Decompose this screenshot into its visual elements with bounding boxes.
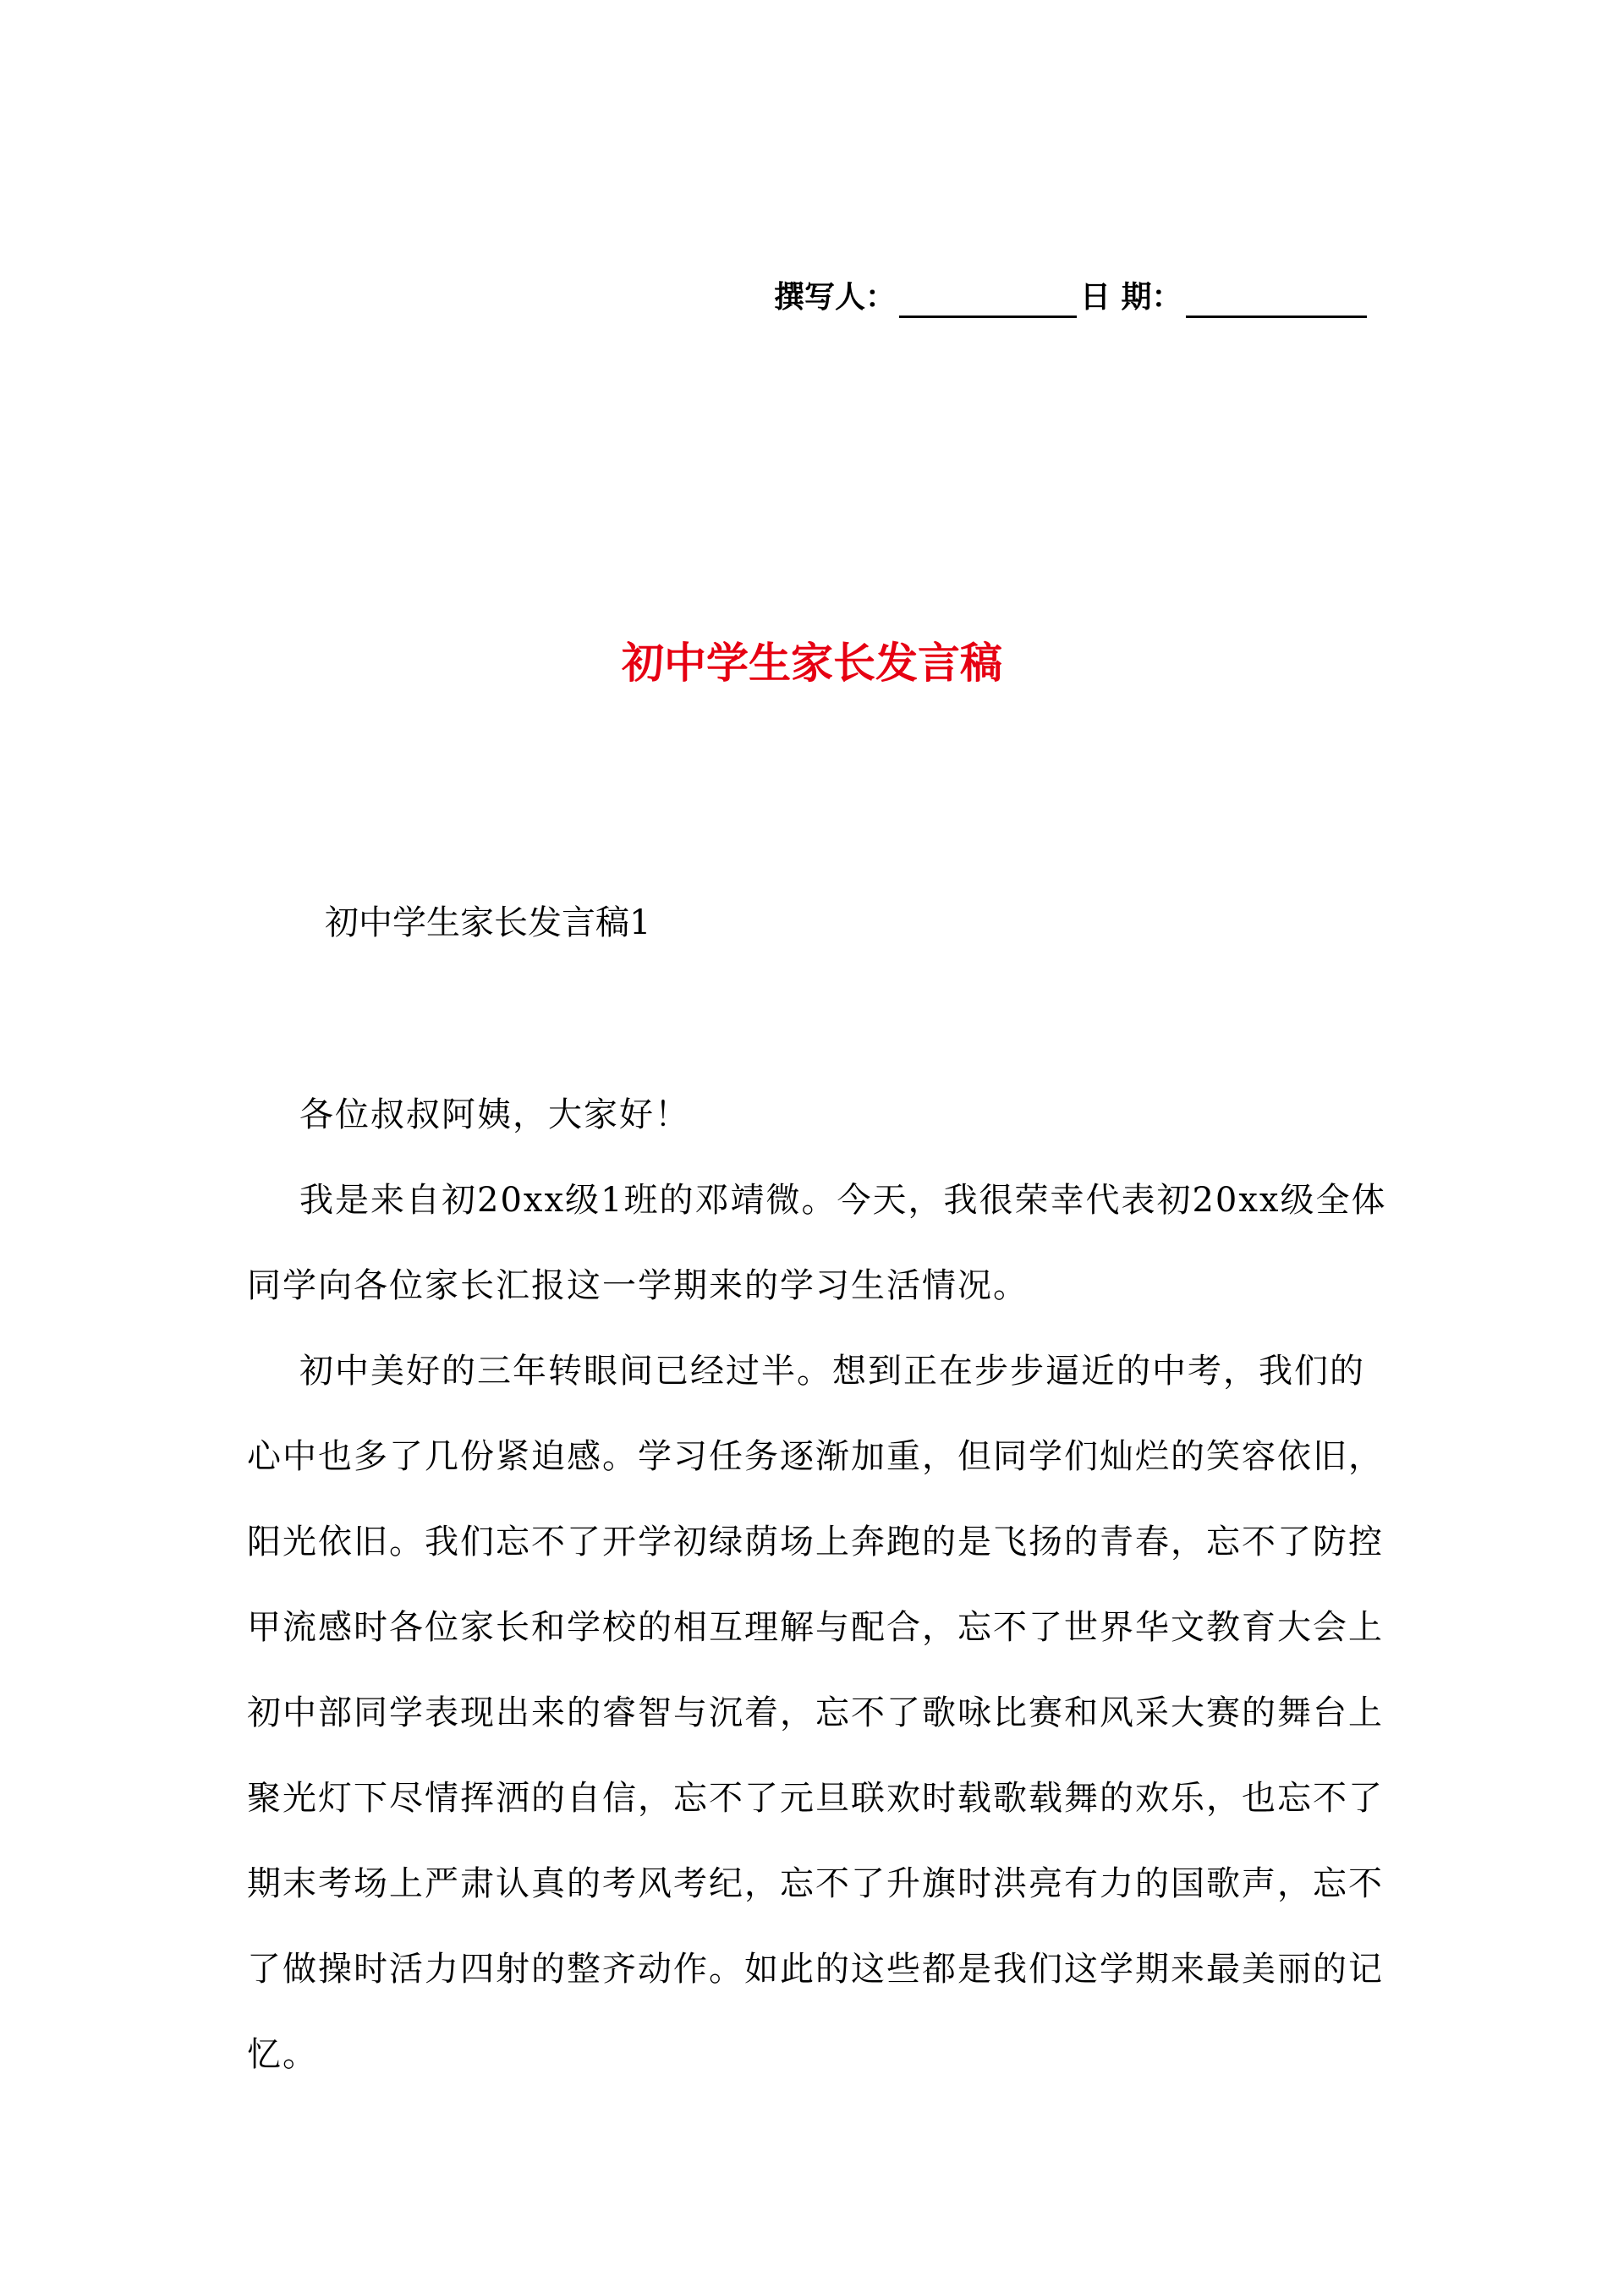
author-label: 撰写人：	[774, 280, 897, 315]
date-label: 日 期：	[1080, 280, 1182, 315]
speech-body	[247, 1073, 1387, 2098]
section-heading: 初中学生家长发言稿1	[325, 903, 651, 942]
author-blank	[899, 282, 1077, 318]
paragraph-introduction: 我是来自初20xx级1班的邓靖微。今天，我很荣幸代表初20xx级全体同学向各位家长汇报这一学期来的学习生活情况。	[247, 1181, 1387, 1305]
paragraph-greeting: 各位叔叔阿姨，大家好！	[299, 1095, 690, 1134]
paragraph-memories: 初中美好的三年转眼间已经过半。想到正在步步逼近的中考，我们的心中也多了几份紧迫感。学习任务逐渐加重，但同学们灿烂的笑容依旧，阳光依旧。我们忘不了开学初绿荫场上奔跑的是飞扬的青春，忘不了防控甲流感时各位家长和学校的相互理解与配合，忘不了世界华文教育大会上初中部同学表现出来的睿智与沉着，忘不了歌咏比赛和风采大赛的舞台上聚光灯下尽情挥洒的自信，忘不了元旦联欢时载歌载舞的欢乐，也忘不了期末考场上严肃认真的考风考纪，忘不了升旗时洪亮有力的国歌声，忘不了做操时活力四射的整齐动作。如此的这些都是我们这学期来最美丽的记忆。	[247, 1352, 1384, 2074]
author-date-line	[774, 277, 1367, 318]
document-title: 初中学生家长发言稿	[622, 639, 1002, 688]
date-blank	[1186, 282, 1367, 318]
